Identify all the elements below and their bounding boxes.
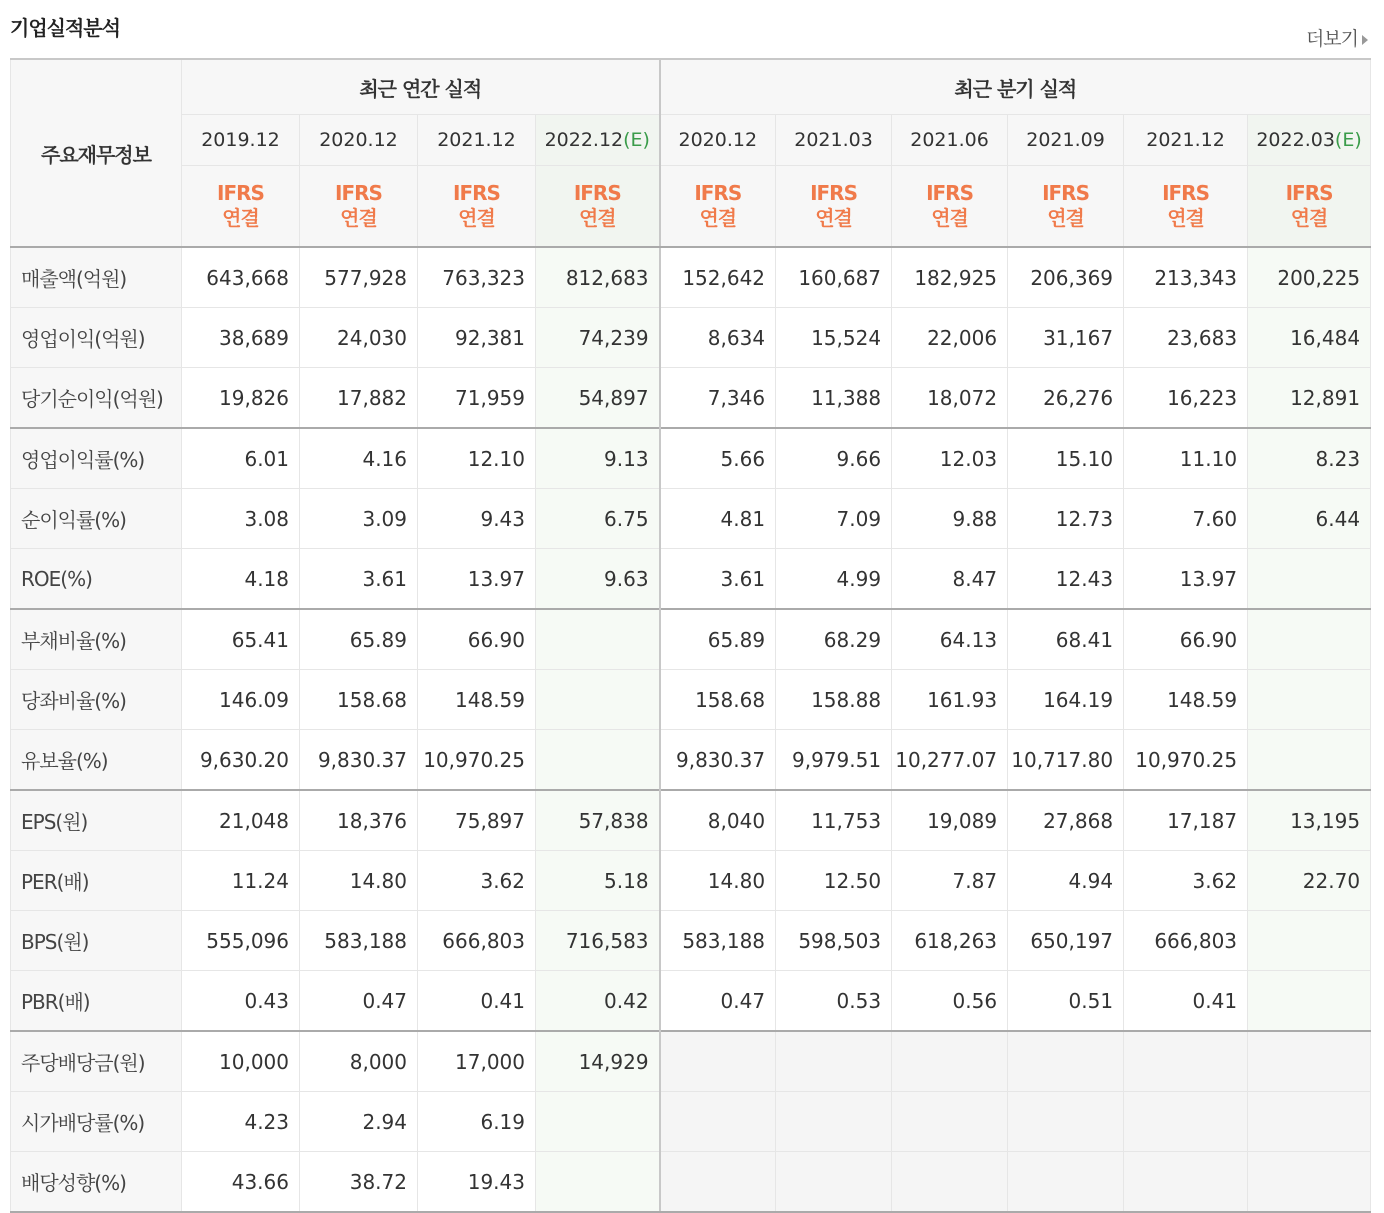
ifrs-label: IFRS xyxy=(926,181,973,205)
table-row xyxy=(11,609,1371,670)
table-cell: 3.62 xyxy=(418,851,536,911)
consolidated-label: 연결 xyxy=(931,206,968,230)
quarter-period: 2021.03 xyxy=(776,115,892,166)
quarter-group-header: 최근 분기 실적 xyxy=(660,59,1371,115)
row-label: PBR(배) xyxy=(11,971,182,1032)
quarter-period: 2020.12 xyxy=(660,115,776,166)
accounting-standard xyxy=(300,166,418,248)
ifrs-label: IFRS xyxy=(1285,181,1333,205)
table-cell: 643,668 xyxy=(182,247,300,308)
table-cell: 6.01 xyxy=(182,428,300,489)
table-cell: 15.10 xyxy=(1008,428,1124,489)
row-label: 당좌비율(%) xyxy=(11,670,182,730)
table-cell: 17,000 xyxy=(418,1031,536,1092)
table-cell: 22.70 xyxy=(1248,851,1371,911)
table-cell: 12.50 xyxy=(776,851,892,911)
table-cell: 7,346 xyxy=(660,368,776,429)
table-cell: 13,195 xyxy=(1248,790,1371,851)
consolidated-label: 연결 xyxy=(1047,206,1084,230)
table-cell xyxy=(1124,1092,1248,1152)
table-cell: 182,925 xyxy=(892,247,1008,308)
table-cell: 10,970.25 xyxy=(418,730,536,791)
table-cell: 598,503 xyxy=(776,911,892,971)
table-cell: 0.51 xyxy=(1008,971,1124,1032)
table-cell: 5.18 xyxy=(536,851,660,911)
table-cell: 6.75 xyxy=(536,489,660,549)
table-cell xyxy=(536,1152,660,1213)
estimate-mark: (E) xyxy=(623,129,650,151)
table-cell: 4.94 xyxy=(1008,851,1124,911)
table-cell: 8,000 xyxy=(300,1031,418,1092)
table-cell: 68.29 xyxy=(776,609,892,670)
table-cell: 22,006 xyxy=(892,308,1008,368)
row-label: PER(배) xyxy=(11,851,182,911)
table-cell: 161.93 xyxy=(892,670,1008,730)
table-cell xyxy=(776,1031,892,1092)
table-row xyxy=(11,368,1371,429)
table-cell: 71,959 xyxy=(418,368,536,429)
table-cell: 577,928 xyxy=(300,247,418,308)
table-cell: 158.88 xyxy=(776,670,892,730)
table-cell: 3.61 xyxy=(300,549,418,610)
table-cell: 8,040 xyxy=(660,790,776,851)
table-cell: 26,276 xyxy=(1008,368,1124,429)
table-cell: 6.44 xyxy=(1248,489,1371,549)
period-label: 2022.03 xyxy=(1256,129,1335,151)
table-cell: 18,376 xyxy=(300,790,418,851)
annual-group-header: 최근 연간 실적 xyxy=(182,59,660,115)
table-cell: 10,970.25 xyxy=(1124,730,1248,791)
table-cell: 12.10 xyxy=(418,428,536,489)
table-cell: 555,096 xyxy=(182,911,300,971)
table-cell: 160,687 xyxy=(776,247,892,308)
table-row xyxy=(11,308,1371,368)
table-cell: 3.61 xyxy=(660,549,776,610)
table-cell: 66.90 xyxy=(1124,609,1248,670)
table-cell xyxy=(1248,549,1371,610)
table-cell: 0.42 xyxy=(536,971,660,1032)
table-cell xyxy=(1248,1092,1371,1152)
table-row xyxy=(11,790,1371,851)
table-cell: 8.47 xyxy=(892,549,1008,610)
table-cell: 158.68 xyxy=(300,670,418,730)
table-cell: 583,188 xyxy=(300,911,418,971)
ifrs-label: IFRS xyxy=(573,181,621,205)
table-cell: 9,830.37 xyxy=(660,730,776,791)
table-cell: 14.80 xyxy=(660,851,776,911)
table-cell: 8.23 xyxy=(1248,428,1371,489)
accounting-standard xyxy=(1008,166,1124,248)
table-cell: 65.89 xyxy=(660,609,776,670)
table-cell: 4.16 xyxy=(300,428,418,489)
table-cell: 4.23 xyxy=(182,1092,300,1152)
table-cell: 19,826 xyxy=(182,368,300,429)
ifrs-label: IFRS xyxy=(335,181,382,205)
annual-period: 2019.12 xyxy=(182,115,300,166)
financial-summary-table xyxy=(10,58,1371,1213)
row-label: 영업이익률(%) xyxy=(11,428,182,489)
table-cell: 0.47 xyxy=(300,971,418,1032)
table-cell: 9.66 xyxy=(776,428,892,489)
table-cell: 16,484 xyxy=(1248,308,1371,368)
table-cell xyxy=(660,1152,776,1213)
table-cell xyxy=(536,1092,660,1152)
table-cell: 152,642 xyxy=(660,247,776,308)
table-cell: 74,239 xyxy=(536,308,660,368)
ifrs-label: IFRS xyxy=(217,181,264,205)
table-cell: 18,072 xyxy=(892,368,1008,429)
table-cell: 23,683 xyxy=(1124,308,1248,368)
row-label: 부채비율(%) xyxy=(11,609,182,670)
table-cell: 5.66 xyxy=(660,428,776,489)
table-cell: 38.72 xyxy=(300,1152,418,1213)
table-cell xyxy=(660,1031,776,1092)
table-cell xyxy=(892,1092,1008,1152)
table-cell xyxy=(536,670,660,730)
table-cell: 11,753 xyxy=(776,790,892,851)
consolidated-label: 연결 xyxy=(1167,206,1204,230)
accounting-standard xyxy=(536,166,660,248)
table-cell: 206,369 xyxy=(1008,247,1124,308)
more-label: 더보기 xyxy=(1305,28,1358,50)
table-cell: 17,187 xyxy=(1124,790,1248,851)
table-cell: 0.56 xyxy=(892,971,1008,1032)
table-cell: 10,717.80 xyxy=(1008,730,1124,791)
table-row xyxy=(11,851,1371,911)
ifrs-label: IFRS xyxy=(694,181,742,205)
accounting-standard xyxy=(892,166,1008,248)
accounting-standard xyxy=(660,166,776,248)
table-cell: 650,197 xyxy=(1008,911,1124,971)
table-cell: 9,630.20 xyxy=(182,730,300,791)
table-cell: 11.24 xyxy=(182,851,300,911)
table-cell: 16,223 xyxy=(1124,368,1248,429)
table-cell: 146.09 xyxy=(182,670,300,730)
table-cell: 75,897 xyxy=(418,790,536,851)
table-cell: 27,868 xyxy=(1008,790,1124,851)
table-cell: 200,225 xyxy=(1248,247,1371,308)
table-cell: 12.43 xyxy=(1008,549,1124,610)
table-cell: 57,838 xyxy=(536,790,660,851)
row-label: 순이익률(%) xyxy=(11,489,182,549)
ifrs-label: IFRS xyxy=(1162,181,1209,205)
table-cell: 11.10 xyxy=(1124,428,1248,489)
table-cell xyxy=(1008,1031,1124,1092)
table-cell: 9,830.37 xyxy=(300,730,418,791)
accounting-standard xyxy=(1124,166,1248,248)
table-row xyxy=(11,1031,1371,1092)
table-cell: 9.13 xyxy=(536,428,660,489)
table-cell: 66.90 xyxy=(418,609,536,670)
table-cell xyxy=(776,1152,892,1213)
quarter-period: 2021.06 xyxy=(892,115,1008,166)
table-cell xyxy=(1008,1152,1124,1213)
row-label: BPS(원) xyxy=(11,911,182,971)
table-cell: 618,263 xyxy=(892,911,1008,971)
table-cell xyxy=(660,1092,776,1152)
row-label: ROE(%) xyxy=(11,549,182,610)
row-label: 매출액(억원) xyxy=(11,247,182,308)
table-cell: 19,089 xyxy=(892,790,1008,851)
table-cell: 65.89 xyxy=(300,609,418,670)
table-cell: 19.43 xyxy=(418,1152,536,1213)
table-cell xyxy=(1248,911,1371,971)
table-cell: 92,381 xyxy=(418,308,536,368)
table-cell: 12.03 xyxy=(892,428,1008,489)
consolidated-label: 연결 xyxy=(1290,206,1328,230)
table-cell: 158.68 xyxy=(660,670,776,730)
row-label: EPS(원) xyxy=(11,790,182,851)
table-cell: 10,277.07 xyxy=(892,730,1008,791)
table-cell: 17,882 xyxy=(300,368,418,429)
table-cell: 10,000 xyxy=(182,1031,300,1092)
table-cell xyxy=(536,609,660,670)
annual-period: 2021.12 xyxy=(418,115,536,166)
table-cell xyxy=(1248,1152,1371,1213)
table-cell: 4.18 xyxy=(182,549,300,610)
section-title: 기업실적분석 xyxy=(10,16,120,40)
period-label: 2022.12 xyxy=(544,129,624,151)
table-cell: 7.60 xyxy=(1124,489,1248,549)
table-row xyxy=(11,670,1371,730)
row-label: 당기순이익(억원) xyxy=(11,368,182,429)
table-cell: 2.94 xyxy=(300,1092,418,1152)
table-row xyxy=(11,549,1371,610)
estimate-mark: (E) xyxy=(1334,129,1362,151)
accounting-standard xyxy=(1248,166,1371,248)
table-cell: 716,583 xyxy=(536,911,660,971)
table-cell xyxy=(892,1152,1008,1213)
table-cell: 14,929 xyxy=(536,1031,660,1092)
table-cell xyxy=(536,730,660,791)
consolidated-label: 연결 xyxy=(699,206,737,230)
row-label: 주당배당금(원) xyxy=(11,1031,182,1092)
ifrs-label: IFRS xyxy=(453,181,500,205)
table-cell xyxy=(1124,1152,1248,1213)
table-row xyxy=(11,971,1371,1032)
table-row xyxy=(11,1092,1371,1152)
row-label: 유보율(%) xyxy=(11,730,182,791)
table-cell: 24,030 xyxy=(300,308,418,368)
more-link[interactable] xyxy=(1306,24,1368,51)
table-cell: 583,188 xyxy=(660,911,776,971)
consolidated-label: 연결 xyxy=(578,206,616,230)
table-cell: 13.97 xyxy=(1124,549,1248,610)
consolidated-label: 연결 xyxy=(222,206,259,230)
table-cell xyxy=(1008,1092,1124,1152)
annual-period-estimate xyxy=(536,115,660,166)
table-cell: 148.59 xyxy=(1124,670,1248,730)
row-header-label: 주요재무정보 xyxy=(11,59,182,247)
table-cell: 812,683 xyxy=(536,247,660,308)
ifrs-label: IFRS xyxy=(810,181,857,205)
table-row xyxy=(11,247,1371,308)
table-cell: 3.62 xyxy=(1124,851,1248,911)
table-cell: 68.41 xyxy=(1008,609,1124,670)
row-label: 배당성향(%) xyxy=(11,1152,182,1213)
table-cell xyxy=(1124,1031,1248,1092)
table-row xyxy=(11,1152,1371,1213)
table-cell: 14.80 xyxy=(300,851,418,911)
quarter-period: 2021.09 xyxy=(1008,115,1124,166)
table-row xyxy=(11,911,1371,971)
table-cell: 763,323 xyxy=(418,247,536,308)
table-cell: 0.41 xyxy=(418,971,536,1032)
chevron-right-icon xyxy=(1362,35,1368,45)
table-row xyxy=(11,489,1371,549)
table-cell xyxy=(1248,1031,1371,1092)
table-cell: 9.43 xyxy=(418,489,536,549)
table-cell: 213,343 xyxy=(1124,247,1248,308)
table-cell: 8,634 xyxy=(660,308,776,368)
table-cell: 666,803 xyxy=(418,911,536,971)
table-cell: 3.09 xyxy=(300,489,418,549)
table-cell: 666,803 xyxy=(1124,911,1248,971)
table-cell: 4.81 xyxy=(660,489,776,549)
table-cell xyxy=(1248,670,1371,730)
table-cell: 0.43 xyxy=(182,971,300,1032)
table-cell: 21,048 xyxy=(182,790,300,851)
table-cell: 54,897 xyxy=(536,368,660,429)
table-cell: 6.19 xyxy=(418,1092,536,1152)
table-cell: 0.53 xyxy=(776,971,892,1032)
table-row xyxy=(11,428,1371,489)
accounting-standard xyxy=(418,166,536,248)
table-cell: 13.97 xyxy=(418,549,536,610)
table-cell: 64.13 xyxy=(892,609,1008,670)
table-cell: 38,689 xyxy=(182,308,300,368)
table-cell: 9.88 xyxy=(892,489,1008,549)
table-cell: 0.47 xyxy=(660,971,776,1032)
table-cell: 7.09 xyxy=(776,489,892,549)
table-cell xyxy=(776,1092,892,1152)
table-cell: 4.99 xyxy=(776,549,892,610)
table-cell xyxy=(1248,609,1371,670)
table-cell: 9,979.51 xyxy=(776,730,892,791)
table-cell: 7.87 xyxy=(892,851,1008,911)
table-cell: 3.08 xyxy=(182,489,300,549)
quarter-period: 2021.12 xyxy=(1124,115,1248,166)
table-cell: 12.73 xyxy=(1008,489,1124,549)
quarter-period-estimate xyxy=(1248,115,1371,166)
table-cell xyxy=(892,1031,1008,1092)
accounting-standard xyxy=(776,166,892,248)
consolidated-label: 연결 xyxy=(458,206,495,230)
table-cell: 15,524 xyxy=(776,308,892,368)
row-label: 시가배당률(%) xyxy=(11,1092,182,1152)
table-cell: 164.19 xyxy=(1008,670,1124,730)
table-cell: 11,388 xyxy=(776,368,892,429)
annual-period: 2020.12 xyxy=(300,115,418,166)
consolidated-label: 연결 xyxy=(815,206,852,230)
table-cell xyxy=(1248,730,1371,791)
table-cell: 9.63 xyxy=(536,549,660,610)
accounting-standard xyxy=(182,166,300,248)
table-cell: 43.66 xyxy=(182,1152,300,1213)
consolidated-label: 연결 xyxy=(340,206,377,230)
table-cell: 31,167 xyxy=(1008,308,1124,368)
table-row xyxy=(11,730,1371,791)
row-label: 영업이익(억원) xyxy=(11,308,182,368)
table-cell xyxy=(1248,971,1371,1032)
table-cell: 0.41 xyxy=(1124,971,1248,1032)
table-cell: 12,891 xyxy=(1248,368,1371,429)
ifrs-label: IFRS xyxy=(1042,181,1089,205)
table-cell: 148.59 xyxy=(418,670,536,730)
table-cell: 65.41 xyxy=(182,609,300,670)
